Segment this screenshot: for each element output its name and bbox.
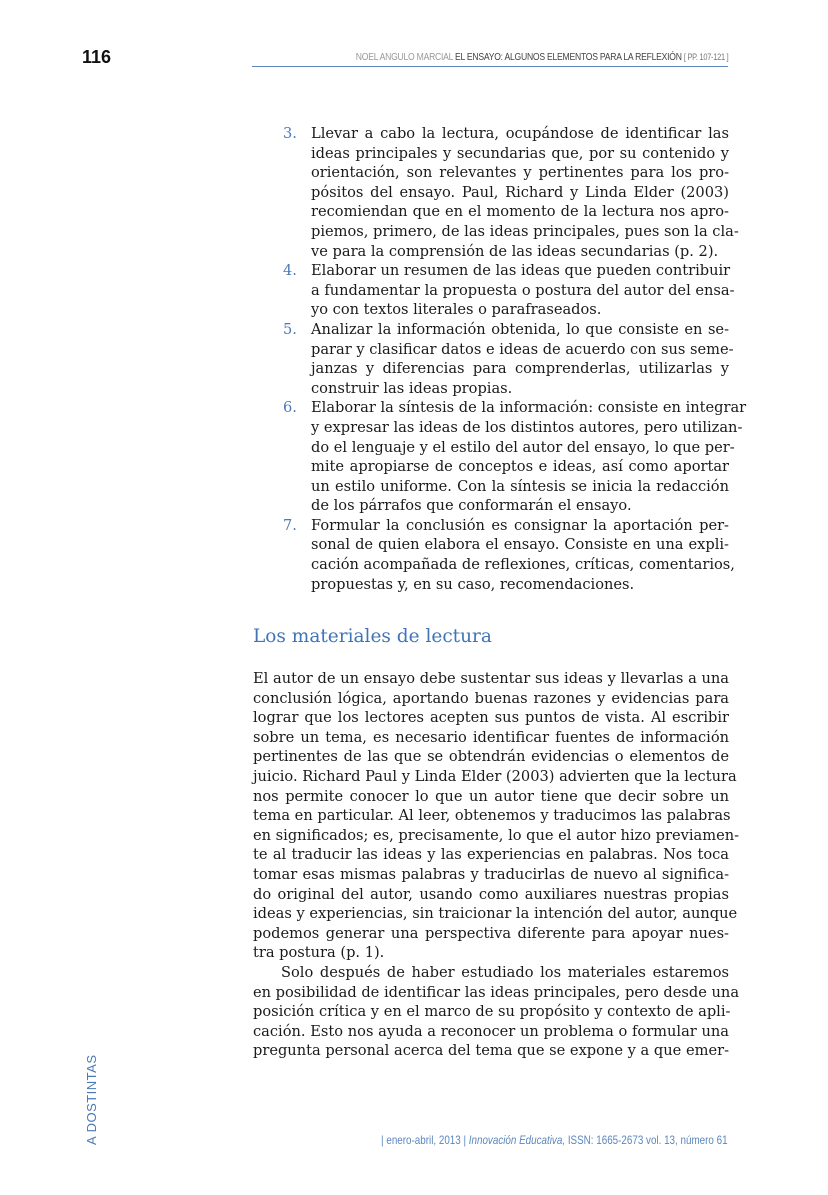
list-item: [283, 261, 735, 320]
list-number: 5.: [283, 320, 297, 338]
footer-date: | enero-abril, 2013 |: [381, 1133, 467, 1147]
text-line: janzas y diferencias para comprenderlas, utilizarlas y: [311, 360, 729, 378]
text-line: parar y clasificar datos e ideas de acuerdo con sus seme-: [311, 340, 734, 358]
text-line: un estilo uniforme. Con la síntesis se inicia la redacción: [311, 477, 729, 495]
text-line: en significados; es, precisamente, lo que el autor hizo previamen-: [253, 826, 740, 844]
text-line: Llevar a cabo la lectura, ocupándose de identificar las: [311, 125, 729, 142]
text-line: El autor de un ensayo debe sustentar sus ideas y llevarlas a una: [253, 670, 729, 687]
footer: [382, 1133, 728, 1147]
header-author: NOEL ANGULO MARCIAL: [355, 51, 453, 63]
text-line: yo con textos literales o parafraseados.: [311, 301, 602, 319]
text-line: recomiendan que en el momento de la lectura nos apro-: [311, 203, 729, 221]
text-line: orientación, son relevantes y pertinentes para los pro-: [311, 164, 729, 182]
text-line: sonal de quien elabora el ensayo. Consiste en una expli-: [311, 536, 729, 554]
text-line: do original del autor, usando como auxiliares nuestras propias: [253, 885, 729, 903]
header-rule: [252, 66, 728, 67]
text-line: ve para la comprensión de las ideas secundarias (p. 2).: [311, 242, 719, 260]
list-number: 6.: [283, 399, 297, 417]
text-line: mite apropiarse de conceptos e ideas, así como aportar: [311, 458, 729, 476]
text-line: tomar esas mismas palabras y traducirlas de nuevo al significa-: [253, 865, 729, 883]
list-number: 7.: [283, 516, 297, 534]
running-header: [355, 51, 728, 63]
header-pages: [ PP. 107-121 ]: [683, 52, 728, 62]
text-line: ideas y experiencias, sin traicionar la intención del autor, aunque: [253, 905, 738, 923]
text-line: Solo después de haber estudiado los materiales estaremos: [281, 963, 729, 981]
section-heading: Los materiales de lectura: [253, 626, 492, 647]
side-label: A DOSTINTAS: [84, 1054, 99, 1145]
list-number: 3.: [283, 125, 297, 142]
footer-issn: ISSN: 1665-2673 vol. 13, número 61: [568, 1133, 728, 1147]
text-line: cación. Esto nos ayuda a reconocer un problema o formular una: [253, 1022, 729, 1040]
text-line: do el lenguaje y el estilo del autor del ensayo, lo que per-: [311, 438, 735, 456]
text-line: en posibilidad de identificar las ideas principales, pero desde una: [253, 983, 740, 1001]
page-number: 116: [82, 47, 112, 67]
text-line: Formular la conclusión es consignar la aportación per-: [311, 516, 729, 534]
text-line: Elaborar la síntesis de la información: consiste en integrar: [311, 399, 747, 417]
text-line: Analizar la información obtenida, lo que consiste en se-: [311, 320, 729, 338]
text-line: de los párrafos que conformarán el ensayo.: [311, 497, 632, 515]
text-line: juicio. Richard Paul y Linda Elder (2003) advierten que la lectura: [253, 767, 737, 785]
text-line: ideas principales y secundarias que, por su contenido y: [311, 144, 729, 162]
header-title: EL ENSAYO: ALGUNOS ELEMENTOS PARA LA REFLEXIÓN: [454, 51, 682, 63]
text-line: te al traducir las ideas y las experiencias en palabras. Nos toca: [253, 846, 729, 864]
text-line: y expresar las ideas de los distintos autores, pero utilizan-: [311, 418, 743, 436]
text-line: cación acompañada de reflexiones, críticas, comentarios,: [311, 556, 735, 574]
footer-journal: Innovación Educativa,: [469, 1133, 566, 1147]
list-item: [283, 320, 734, 398]
text-line: conclusión lógica, aportando buenas razones y evidencias para: [253, 689, 729, 707]
text-line: tra postura (p. 1).: [253, 944, 385, 962]
body-text: [253, 669, 740, 1061]
text-line: pósitos del ensayo. Paul, Richard y Linda Elder (2003): [311, 183, 729, 201]
text-line: nos permite conocer lo que un autor tiene que decir sobre un: [253, 787, 729, 805]
numbered-list: [283, 124, 747, 594]
text-line: pregunta personal acerca del tema que se expone y a que emer-: [253, 1042, 729, 1060]
text-line: pertinentes de las que se obtendrán evidencias o elementos de: [253, 748, 729, 766]
text-line: podemos generar una perspectiva diferente para apoyar nues-: [253, 924, 729, 942]
text-line: sobre un tema, es necesario identificar fuentes de información: [253, 728, 729, 746]
text-line: tema en particular. Al leer, obtenemos y traducimos las palabras: [253, 807, 731, 825]
list-item: [283, 398, 747, 516]
text-line: posición crítica y en el marco de su propósito y contexto de apli-: [253, 1003, 731, 1021]
paragraph: [253, 963, 740, 1061]
list-item: [283, 124, 739, 261]
list-number: 4.: [283, 262, 297, 280]
text-line: lograr que los lectores acepten sus puntos de vista. Al escribir: [253, 709, 729, 727]
paragraph: [253, 669, 740, 963]
text-line: Elaborar un resumen de las ideas que pueden contribuir: [311, 262, 731, 280]
text-line: propuestas y, en su caso, recomendaciones.: [311, 575, 635, 593]
text-line: piemos, primero, de las ideas principales, pues son la cla-: [311, 222, 739, 240]
text-line: a fundamentar la propuesta o postura del autor del ensa-: [311, 281, 735, 299]
text-line: construir las ideas propias.: [311, 379, 513, 397]
list-item: [283, 516, 735, 594]
